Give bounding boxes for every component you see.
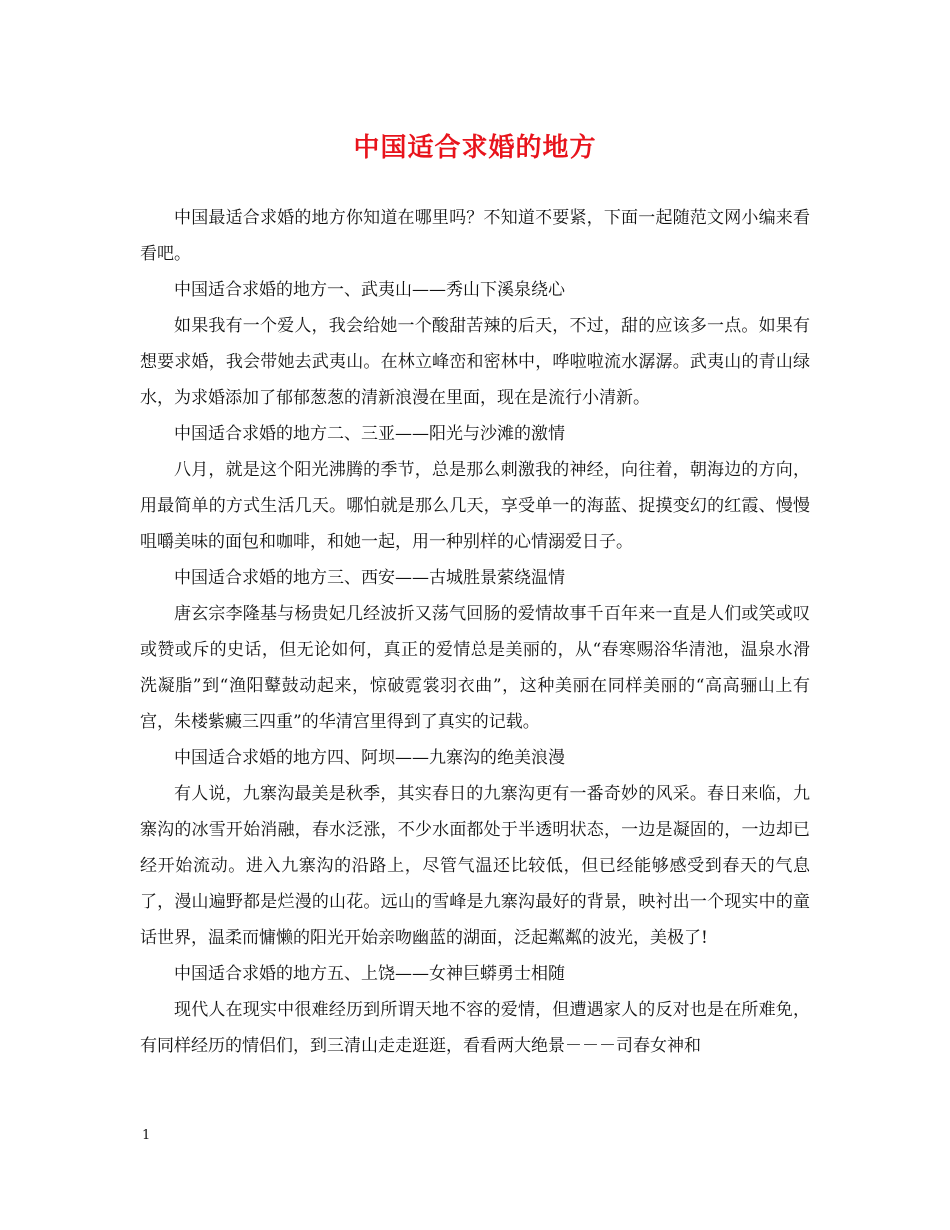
body-paragraph: 中国最适合求婚的地方你知道在哪里吗？不知道不要紧，下面一起随范文网小编来看看吧。 [140, 208, 810, 264]
page-number: 1 [142, 1128, 151, 1143]
body-paragraph: 八月，就是这个阳光沸腾的季节，总是那么刺激我的神经，向往着，朝海边的方向，用最简单的方式生活几天。哪怕就是那么几天，享受单一的海蓝、捉摸变幻的红霞、慢慢咀嚼美味的面包和咖啡，和她一起，用一种别样的心情溺爱日子。 [140, 460, 810, 552]
section-heading: 中国适合求婚的地方二、三亚——阳光与沙滩的激情 [174, 424, 565, 444]
section-heading: 中国适合求婚的地方四、阿坝——九寨沟的绝美浪漫 [174, 748, 565, 768]
body-paragraph: 有人说，九寨沟最美是秋季，其实春日的九寨沟更有一番奇妙的风采。春日来临，九寨沟的冰雪开始消融，春水泛涨，不少水面都处于半透明状态，一边是凝固的，一边却已经开始流动。进入九寨沟的沿路上，尽管气温还比较低，但已经能够感受到春天的气息了，漫山遍野都是烂漫的山花。远山的雪峰是九寨沟最好的背景，映衬出一个现实中的童话世界，温柔而慵懒的阳光开始亲吻幽蓝的湖面，泛起粼粼的波光，美极了! [140, 784, 810, 948]
section-heading: 中国适合求婚的地方一、武夷山——秀山下溪泉绕心 [174, 280, 565, 300]
body-paragraph: 现代人在现实中很难经历到所谓天地不容的爱情，但遭遇家人的反对也是在所难免，有同样经历的情侣们，到三清山走走逛逛，看看两大绝景－－－司春女神和 [140, 1000, 810, 1056]
document-title: 中国适合求婚的地方 [353, 133, 597, 163]
section-heading: 中国适合求婚的地方五、上饶——女神巨蟒勇士相随 [174, 964, 565, 984]
body-paragraph: 唐玄宗李隆基与杨贵妃几经波折又荡气回肠的爱情故事千百年来一直是人们或笑或叹或赞或斥的史话，但无论如何，真正的爱情总是美丽的，从“春寒赐浴华清池，温泉水滑洗凝脂”到“渔阳鼙鼓动起来，惊破霓裳羽衣曲”，这种美丽在同样美丽的“高高骊山上有宫，朱楼紫癜三四重”的华清宫里得到了真实的记载。 [140, 604, 810, 732]
body-paragraph: 如果我有一个爱人，我会给她一个酸甜苦辣的后天，不过，甜的应该多一点。如果有想要求婚，我会带她去武夷山。在林立峰峦和密林中，哗啦啦流水潺潺。武夷山的青山绿水，为求婚添加了郁郁葱葱的清新浪漫在里面，现在是流行小清新。 [140, 316, 810, 408]
document-body [140, 200, 810, 1064]
section-heading: 中国适合求婚的地方三、西安——古城胜景萦绕温情 [174, 568, 565, 588]
